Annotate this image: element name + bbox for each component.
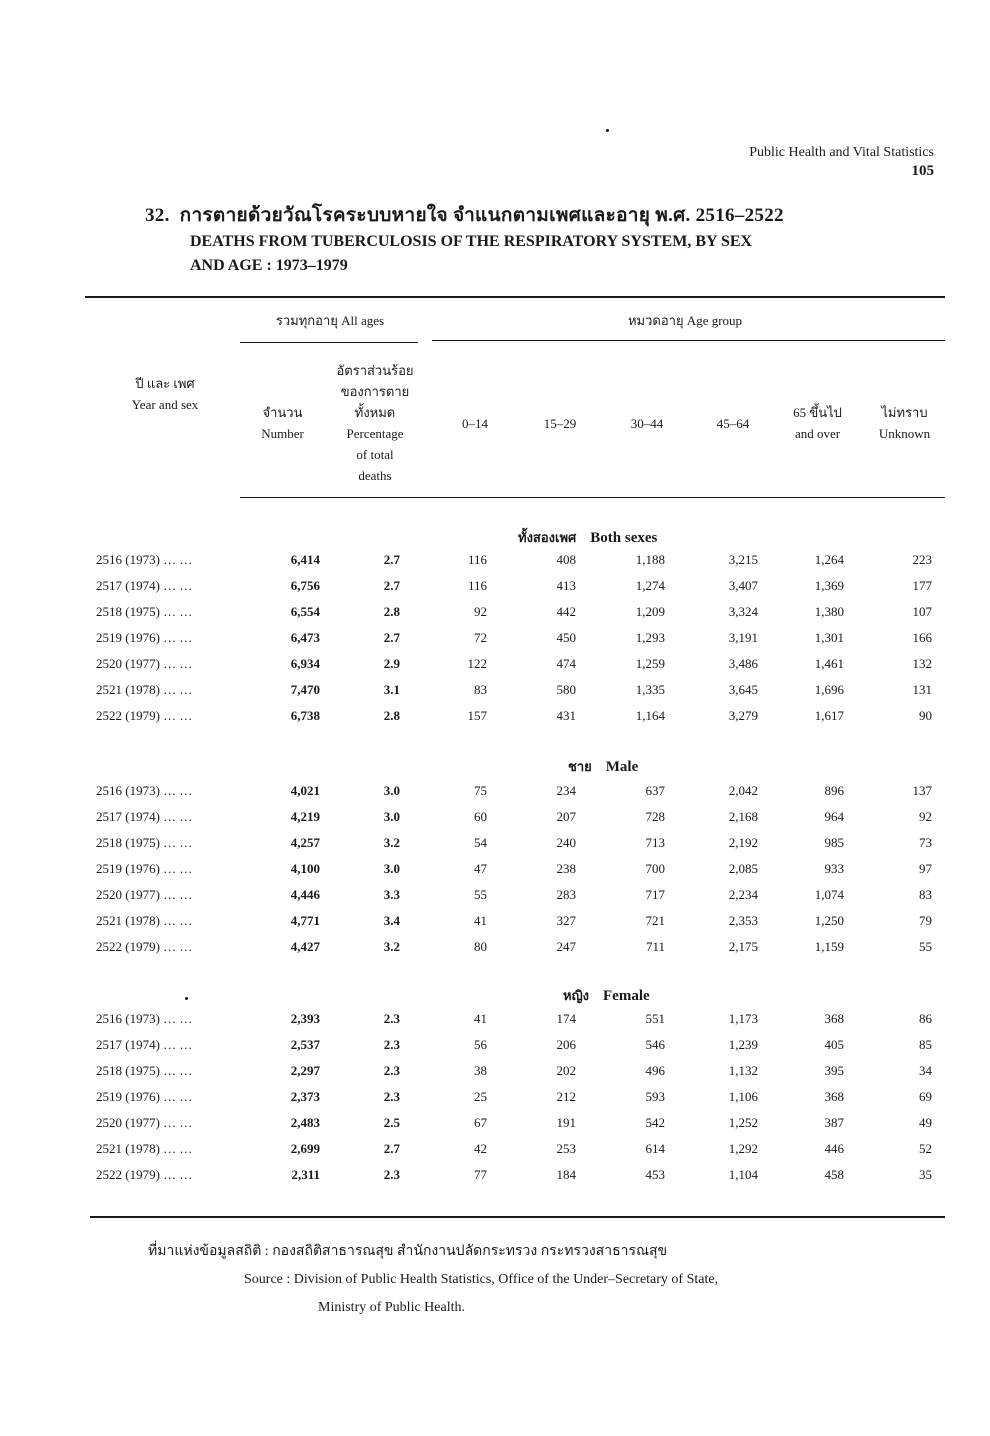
cell-age-65-over: 395 xyxy=(824,1063,844,1078)
cell-unknown: 85 xyxy=(919,1037,932,1052)
header-pct-thai-2: ของการตาย xyxy=(340,384,410,399)
cell-percentage: 3.0 xyxy=(383,861,400,876)
cell-age-15-29: 283 xyxy=(556,887,576,902)
header-pct-thai-3: ทั้งหมด xyxy=(354,405,396,420)
table-title xyxy=(145,200,905,230)
table-row xyxy=(0,1089,990,1113)
cell-number: 6,756 xyxy=(290,578,320,593)
cell-age-15-29: 580 xyxy=(556,682,576,697)
cell-year: 2518 (1975) … … xyxy=(96,1063,193,1078)
cell-age-65-over: 1,369 xyxy=(814,578,844,593)
speck-mark xyxy=(185,997,188,1000)
cell-number: 4,257 xyxy=(290,835,320,850)
header-year-sex xyxy=(100,373,230,415)
cell-age-30-44: 1,335 xyxy=(635,682,665,697)
source-english-line-2: Ministry of Public Health. xyxy=(318,1300,465,1315)
cell-percentage: 2.8 xyxy=(383,604,400,619)
title-english-line-1: DEATHS FROM TUBERCULOSIS OF THE RESPIRATORY SYSTEM, BY SEX xyxy=(190,233,753,250)
cell-age-0-14: 157 xyxy=(467,708,487,723)
cell-age-45-64: 2,353 xyxy=(728,913,758,928)
cell-unknown: 223 xyxy=(912,552,932,567)
cell-number: 4,219 xyxy=(290,809,320,824)
cell-age-15-29: 413 xyxy=(556,578,576,593)
section-label-male xyxy=(568,756,638,777)
cell-year: 2519 (1976) … … xyxy=(96,1089,193,1104)
cell-age-45-64: 1,239 xyxy=(728,1037,758,1052)
cell-age-0-14: 41 xyxy=(474,913,487,928)
table-row xyxy=(0,861,990,885)
cell-age-0-14: 122 xyxy=(467,656,487,671)
table-row xyxy=(0,630,990,654)
header-number-thai: จำนวน xyxy=(262,405,303,420)
table-row xyxy=(0,1115,990,1139)
cell-age-15-29: 474 xyxy=(556,656,576,671)
cell-year: 2521 (1978) … … xyxy=(96,682,193,697)
cell-age-45-64: 2,168 xyxy=(728,809,758,824)
cell-age-15-29: 431 xyxy=(556,708,576,723)
cell-age-15-29: 191 xyxy=(556,1115,576,1130)
cell-age-45-64: 1,104 xyxy=(728,1167,758,1182)
cell-age-30-44: 496 xyxy=(645,1063,665,1078)
cell-age-0-14: 38 xyxy=(474,1063,487,1078)
header-number-en: Number xyxy=(261,426,304,441)
cell-number: 2,537 xyxy=(290,1037,320,1052)
cell-percentage: 2.3 xyxy=(383,1167,400,1182)
cell-number: 6,473 xyxy=(290,630,320,645)
table-row xyxy=(0,913,990,937)
cell-age-65-over: 368 xyxy=(824,1089,844,1104)
cell-number: 6,934 xyxy=(290,656,320,671)
all-ages-underline xyxy=(240,342,418,343)
cell-age-65-over: 964 xyxy=(824,809,844,824)
cell-year: 2519 (1976) … … xyxy=(96,861,193,876)
cell-age-15-29: 247 xyxy=(556,939,576,954)
cell-unknown: 69 xyxy=(919,1089,932,1104)
cell-number: 2,483 xyxy=(290,1115,320,1130)
cell-age-65-over: 1,380 xyxy=(814,604,844,619)
cell-age-0-14: 47 xyxy=(474,861,487,876)
section-label-female xyxy=(563,985,650,1006)
cell-percentage: 2.5 xyxy=(383,1115,400,1130)
cell-unknown: 177 xyxy=(912,578,932,593)
age-group-underline xyxy=(432,340,945,341)
cell-age-45-64: 1,173 xyxy=(728,1011,758,1026)
cell-percentage: 3.2 xyxy=(383,939,400,954)
section-label-en: Both sexes xyxy=(590,530,658,546)
table-row xyxy=(0,1167,990,1191)
title-english-line-2: AND AGE : 1973–1979 xyxy=(190,257,348,274)
cell-age-30-44: 593 xyxy=(645,1089,665,1104)
title-thai-line xyxy=(145,200,905,230)
cell-age-30-44: 1,209 xyxy=(635,604,665,619)
cell-percentage: 2.7 xyxy=(383,578,400,593)
cell-age-0-14: 116 xyxy=(467,578,487,593)
cell-age-0-14: 41 xyxy=(474,1011,487,1026)
header-number xyxy=(240,402,325,444)
cell-age-30-44: 546 xyxy=(645,1037,665,1052)
header-pct-en-3: deaths xyxy=(358,468,392,483)
cell-age-45-64: 3,215 xyxy=(728,552,758,567)
table-row xyxy=(0,1037,990,1061)
cell-unknown: 79 xyxy=(919,913,932,928)
cell-percentage: 2.7 xyxy=(383,1141,400,1156)
table-row xyxy=(0,1063,990,1087)
cell-number: 6,738 xyxy=(290,708,320,723)
cell-age-65-over: 1,617 xyxy=(814,708,844,723)
cell-year: 2521 (1978) … … xyxy=(96,913,193,928)
cell-unknown: 131 xyxy=(912,682,932,697)
cell-year: 2518 (1975) … … xyxy=(96,604,193,619)
cell-percentage: 2.3 xyxy=(383,1089,400,1104)
cell-age-0-14: 55 xyxy=(474,887,487,902)
cell-age-65-over: 387 xyxy=(824,1115,844,1130)
cell-age-30-44: 1,188 xyxy=(635,552,665,567)
table-number: 32. xyxy=(145,205,170,226)
cell-age-15-29: 442 xyxy=(556,604,576,619)
cell-unknown: 49 xyxy=(919,1115,932,1130)
cell-age-65-over: 368 xyxy=(824,1011,844,1026)
table-row xyxy=(0,1011,990,1035)
cell-age-45-64: 2,234 xyxy=(728,887,758,902)
cell-year: 2516 (1973) … … xyxy=(96,552,193,567)
cell-year: 2520 (1977) … … xyxy=(96,1115,193,1130)
cell-age-65-over: 1,264 xyxy=(814,552,844,567)
cell-age-45-64: 3,407 xyxy=(728,578,758,593)
cell-age-65-over: 458 xyxy=(824,1167,844,1182)
cell-age-30-44: 1,274 xyxy=(635,578,665,593)
cell-year: 2522 (1979) … … xyxy=(96,1167,193,1182)
header-pct-en-2: of total xyxy=(356,447,394,462)
cell-age-45-64: 3,324 xyxy=(728,604,758,619)
header-age-30-44: 30–44 xyxy=(630,416,664,431)
title-english xyxy=(190,230,890,278)
cell-age-0-14: 60 xyxy=(474,809,487,824)
cell-age-0-14: 72 xyxy=(474,630,487,645)
cell-age-15-29: 234 xyxy=(556,783,576,798)
cell-percentage: 2.9 xyxy=(383,656,400,671)
page-number: 105 xyxy=(911,163,934,179)
source-note xyxy=(148,1238,718,1322)
cell-age-45-64: 1,132 xyxy=(728,1063,758,1078)
section-label-thai: หญิง xyxy=(563,988,589,1003)
cell-age-0-14: 77 xyxy=(474,1167,487,1182)
cell-age-30-44: 1,259 xyxy=(635,656,665,671)
cell-age-0-14: 56 xyxy=(474,1037,487,1052)
table-row xyxy=(0,1141,990,1165)
cell-percentage: 3.2 xyxy=(383,835,400,850)
table-row xyxy=(0,708,990,732)
cell-unknown: 166 xyxy=(912,630,932,645)
cell-number: 6,554 xyxy=(290,604,320,619)
cell-age-0-14: 25 xyxy=(474,1089,487,1104)
cell-age-65-over: 933 xyxy=(824,861,844,876)
cell-age-15-29: 207 xyxy=(556,809,576,824)
header-age-65-thai: 65 ขึ้นไป xyxy=(793,405,842,420)
header-bottom-rule xyxy=(240,497,945,498)
table-row xyxy=(0,578,990,602)
cell-age-0-14: 54 xyxy=(474,835,487,850)
cell-age-15-29: 174 xyxy=(556,1011,576,1026)
cell-age-30-44: 711 xyxy=(645,939,665,954)
cell-age-15-29: 202 xyxy=(556,1063,576,1078)
table-row xyxy=(0,682,990,706)
cell-age-45-64: 3,191 xyxy=(728,630,758,645)
cell-age-15-29: 253 xyxy=(556,1141,576,1156)
cell-age-0-14: 116 xyxy=(467,552,487,567)
header-age-65-over xyxy=(775,402,860,444)
cell-year: 2522 (1979) … … xyxy=(96,939,193,954)
table-bottom-rule xyxy=(90,1216,945,1218)
cell-unknown: 97 xyxy=(919,861,932,876)
cell-number: 2,297 xyxy=(290,1063,320,1078)
cell-age-0-14: 75 xyxy=(474,783,487,798)
cell-unknown: 83 xyxy=(919,887,932,902)
table-row xyxy=(0,552,990,576)
cell-year: 2519 (1976) … … xyxy=(96,630,193,645)
cell-age-30-44: 453 xyxy=(645,1167,665,1182)
cell-percentage: 3.0 xyxy=(383,783,400,798)
cell-year: 2516 (1973) … … xyxy=(96,1011,193,1026)
cell-age-65-over: 405 xyxy=(824,1037,844,1052)
cell-year: 2520 (1977) … … xyxy=(96,656,193,671)
cell-age-15-29: 238 xyxy=(556,861,576,876)
section-label-both-sexes xyxy=(518,527,657,548)
cell-age-45-64: 2,085 xyxy=(728,861,758,876)
cell-unknown: 90 xyxy=(919,708,932,723)
cell-age-15-29: 212 xyxy=(556,1089,576,1104)
cell-age-45-64: 2,042 xyxy=(728,783,758,798)
cell-age-45-64: 1,292 xyxy=(728,1141,758,1156)
title-thai: การตายด้วยวัณโรคระบบหายใจ จำแนกตามเพศและอายุ พ.ศ. 2516–2522 xyxy=(179,205,784,226)
cell-unknown: 92 xyxy=(919,809,932,824)
speck-mark xyxy=(606,129,609,132)
cell-number: 7,470 xyxy=(290,682,320,697)
table-row xyxy=(0,835,990,859)
cell-percentage: 2.3 xyxy=(383,1063,400,1078)
cell-age-15-29: 327 xyxy=(556,913,576,928)
cell-year: 2520 (1977) … … xyxy=(96,887,193,902)
cell-age-30-44: 713 xyxy=(645,835,665,850)
cell-age-65-over: 985 xyxy=(824,835,844,850)
cell-age-45-64: 3,486 xyxy=(728,656,758,671)
cell-age-15-29: 408 xyxy=(556,552,576,567)
cell-age-0-14: 42 xyxy=(474,1141,487,1156)
cell-age-30-44: 1,293 xyxy=(635,630,665,645)
cell-year: 2517 (1974) … … xyxy=(96,809,193,824)
section-label-en: Female xyxy=(603,988,650,1004)
cell-year: 2516 (1973) … … xyxy=(96,783,193,798)
section-label-thai: ชาย xyxy=(568,759,592,774)
source-thai: ที่มาแห่งข้อมูลสถิติ : กองสถิติสาธารณสุข สำนักงานปลัดกระทรวง กระทรวงสาธารณสุข xyxy=(148,1244,668,1259)
cell-unknown: 86 xyxy=(919,1011,932,1026)
cell-unknown: 55 xyxy=(919,939,932,954)
section-label-thai: ทั้งสองเพศ xyxy=(518,530,577,545)
cell-age-45-64: 2,192 xyxy=(728,835,758,850)
cell-year: 2521 (1978) … … xyxy=(96,1141,193,1156)
cell-unknown: 132 xyxy=(912,656,932,671)
header-year-thai: ปี และ เพศ xyxy=(135,376,195,391)
cell-percentage: 2.3 xyxy=(383,1037,400,1052)
table-row xyxy=(0,939,990,963)
cell-age-65-over: 1,074 xyxy=(814,887,844,902)
cell-percentage: 2.3 xyxy=(383,1011,400,1026)
cell-age-65-over: 1,696 xyxy=(814,682,844,697)
cell-percentage: 3.4 xyxy=(383,913,400,928)
header-age-15-29: 15–29 xyxy=(543,416,577,431)
table-row xyxy=(0,783,990,807)
cell-age-65-over: 1,461 xyxy=(814,656,844,671)
cell-number: 6,414 xyxy=(290,552,320,567)
source-english-line-1: Source : Division of Public Health Statistics, Office of the Under–Secretary of State, xyxy=(244,1272,719,1287)
cell-percentage: 2.7 xyxy=(383,552,400,567)
cell-number: 2,373 xyxy=(290,1089,320,1104)
cell-year: 2517 (1974) … … xyxy=(96,1037,193,1052)
cell-percentage: 3.0 xyxy=(383,809,400,824)
cell-age-30-44: 551 xyxy=(645,1011,665,1026)
page-header xyxy=(749,145,934,180)
cell-age-30-44: 721 xyxy=(645,913,665,928)
cell-age-30-44: 700 xyxy=(645,861,665,876)
running-title: Public Health and Vital Statistics xyxy=(749,145,934,160)
cell-percentage: 2.7 xyxy=(383,630,400,645)
cell-age-45-64: 2,175 xyxy=(728,939,758,954)
cell-number: 4,446 xyxy=(290,887,320,902)
cell-number: 2,393 xyxy=(290,1011,320,1026)
table-row xyxy=(0,809,990,833)
cell-percentage: 3.3 xyxy=(383,887,400,902)
cell-age-30-44: 1,164 xyxy=(635,708,665,723)
cell-unknown: 73 xyxy=(919,835,932,850)
section-label-en: Male xyxy=(605,759,639,775)
cell-age-30-44: 542 xyxy=(645,1115,665,1130)
cell-age-15-29: 240 xyxy=(556,835,576,850)
header-percentage xyxy=(325,360,425,486)
cell-age-15-29: 450 xyxy=(556,630,576,645)
cell-age-65-over: 1,159 xyxy=(814,939,844,954)
cell-age-30-44: 717 xyxy=(645,887,665,902)
header-unknown-thai: ไม่ทราบ xyxy=(881,405,928,420)
cell-age-0-14: 67 xyxy=(474,1115,487,1130)
table-row xyxy=(0,887,990,911)
cell-unknown: 52 xyxy=(919,1141,932,1156)
cell-age-65-over: 896 xyxy=(824,783,844,798)
cell-unknown: 34 xyxy=(919,1063,932,1078)
cell-number: 4,021 xyxy=(290,783,320,798)
cell-number: 4,771 xyxy=(290,913,320,928)
cell-percentage: 2.8 xyxy=(383,708,400,723)
header-unknown xyxy=(862,402,947,444)
cell-age-0-14: 92 xyxy=(474,604,487,619)
cell-age-65-over: 1,301 xyxy=(814,630,844,645)
cell-age-0-14: 83 xyxy=(474,682,487,697)
table-top-rule xyxy=(85,296,945,298)
header-age-group: หมวดอายุ Age group xyxy=(627,313,743,328)
cell-year: 2518 (1975) … … xyxy=(96,835,193,850)
cell-age-45-64: 1,106 xyxy=(728,1089,758,1104)
cell-age-65-over: 1,250 xyxy=(814,913,844,928)
cell-age-0-14: 80 xyxy=(474,939,487,954)
cell-age-15-29: 206 xyxy=(556,1037,576,1052)
cell-age-30-44: 728 xyxy=(645,809,665,824)
header-age-0-14: 0–14 xyxy=(462,416,488,431)
header-year-en: Year and sex xyxy=(131,397,199,412)
table-row xyxy=(0,604,990,628)
header-age-45-64: 45–64 xyxy=(716,416,750,431)
cell-unknown: 35 xyxy=(919,1167,932,1182)
header-pct-thai-1: อัตราส่วนร้อย xyxy=(336,363,414,378)
cell-age-30-44: 614 xyxy=(645,1141,665,1156)
cell-age-15-29: 184 xyxy=(556,1167,576,1182)
cell-age-30-44: 637 xyxy=(645,783,665,798)
cell-year: 2517 (1974) … … xyxy=(96,578,193,593)
table-row xyxy=(0,656,990,680)
cell-unknown: 107 xyxy=(912,604,932,619)
cell-age-45-64: 3,279 xyxy=(728,708,758,723)
cell-year: 2522 (1979) … … xyxy=(96,708,193,723)
cell-number: 4,100 xyxy=(290,861,320,876)
cell-number: 2,699 xyxy=(290,1141,320,1156)
cell-age-45-64: 1,252 xyxy=(728,1115,758,1130)
header-age-65-en: and over xyxy=(794,426,841,441)
header-all-ages: รวมทุกอายุ All ages xyxy=(275,313,385,328)
header-pct-en-1: Percentage xyxy=(346,426,404,441)
header-unknown-en: Unknown xyxy=(878,426,931,441)
cell-number: 4,427 xyxy=(290,939,320,954)
cell-age-45-64: 3,645 xyxy=(728,682,758,697)
cell-unknown: 137 xyxy=(912,783,932,798)
cell-number: 2,311 xyxy=(291,1167,320,1182)
cell-age-65-over: 446 xyxy=(824,1141,844,1156)
cell-percentage: 3.1 xyxy=(383,682,400,697)
